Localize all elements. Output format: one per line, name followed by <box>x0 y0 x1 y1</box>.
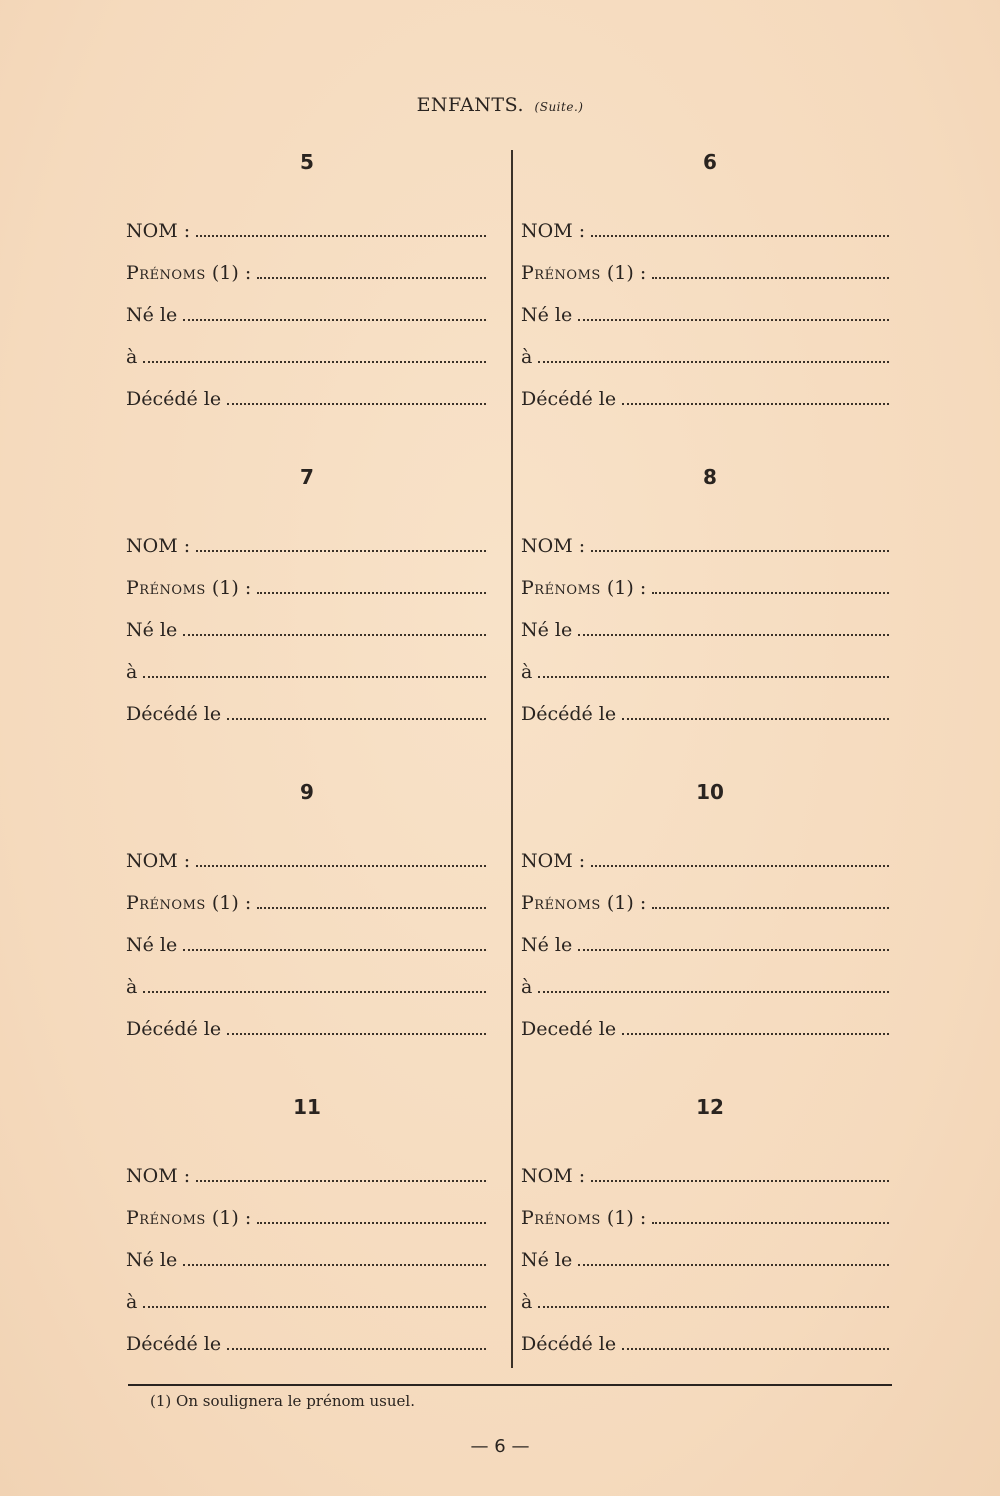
death-date-field[interactable] <box>521 699 889 725</box>
prenoms-field[interactable] <box>126 258 486 284</box>
death-date-line[interactable] <box>227 1348 486 1350</box>
prenoms-field[interactable] <box>126 888 486 914</box>
child-entry <box>122 1091 507 1386</box>
birth-place-field[interactable] <box>521 972 889 998</box>
heading-suite: (Suite.) <box>534 100 584 114</box>
birth-place-field[interactable] <box>126 657 486 683</box>
birth-place-field[interactable] <box>126 1287 486 1313</box>
birth-place-line[interactable] <box>143 1306 486 1308</box>
child-entry <box>507 1091 892 1386</box>
birth-place-line[interactable] <box>538 1306 889 1308</box>
birth-date-field[interactable] <box>126 1245 486 1271</box>
nom-line[interactable] <box>591 865 889 867</box>
death-date-label: Décédé le <box>126 703 222 725</box>
prenoms-line[interactable] <box>257 1222 486 1224</box>
birth-date-field[interactable] <box>126 930 486 956</box>
birth-date-label: Né le <box>521 304 573 326</box>
bottom-rule <box>128 1384 892 1386</box>
nom-field[interactable] <box>521 1161 889 1187</box>
children-grid <box>122 146 892 1386</box>
birth-place-label: à <box>521 1291 533 1313</box>
birth-date-label: Né le <box>126 619 178 641</box>
nom-label: NOM : <box>126 1165 191 1187</box>
nom-line[interactable] <box>591 235 889 237</box>
death-date-label: Décédé le <box>521 703 617 725</box>
death-date-line[interactable] <box>227 1033 486 1035</box>
death-date-label: Décédé le <box>126 1333 222 1355</box>
prenoms-label: Prénoms (1) : <box>521 892 647 914</box>
birth-date-line[interactable] <box>183 319 486 321</box>
page-heading <box>0 94 1000 116</box>
birth-place-line[interactable] <box>143 991 486 993</box>
birth-place-field[interactable] <box>521 1287 889 1313</box>
nom-field[interactable] <box>521 531 889 557</box>
death-date-label: Décédé le <box>126 1018 222 1040</box>
birth-place-line[interactable] <box>538 676 889 678</box>
nom-label: NOM : <box>521 220 586 242</box>
nom-line[interactable] <box>196 1180 486 1182</box>
nom-field[interactable] <box>521 216 889 242</box>
entry-number: 9 <box>300 780 314 804</box>
death-date-line[interactable] <box>227 403 486 405</box>
birth-date-line[interactable] <box>183 1264 486 1266</box>
birth-place-label: à <box>126 976 138 998</box>
prenoms-field[interactable] <box>521 258 889 284</box>
nom-label: NOM : <box>521 1165 586 1187</box>
nom-line[interactable] <box>591 550 889 552</box>
nom-label: NOM : <box>126 220 191 242</box>
prenoms-line[interactable] <box>652 277 889 279</box>
birth-date-field[interactable] <box>521 930 889 956</box>
child-entry <box>507 146 892 461</box>
birth-date-label: Né le <box>521 1249 573 1271</box>
birth-place-line[interactable] <box>538 991 889 993</box>
prenoms-label: Prénoms (1) : <box>521 1207 647 1229</box>
prenoms-line[interactable] <box>652 907 889 909</box>
birth-place-field[interactable] <box>126 972 486 998</box>
prenoms-label: Prénoms (1) : <box>521 577 647 599</box>
nom-field[interactable] <box>126 531 486 557</box>
death-date-field[interactable] <box>126 1014 486 1040</box>
nom-field[interactable] <box>126 846 486 872</box>
death-date-line[interactable] <box>622 718 889 720</box>
death-date-field[interactable] <box>126 384 486 410</box>
birth-date-label: Né le <box>521 619 573 641</box>
birth-date-field[interactable] <box>126 615 486 641</box>
death-date-line[interactable] <box>622 403 889 405</box>
death-date-line[interactable] <box>622 1348 889 1350</box>
birth-date-line[interactable] <box>578 1264 889 1266</box>
birth-place-field[interactable] <box>521 657 889 683</box>
birth-place-label: à <box>126 661 138 683</box>
birth-date-label: Né le <box>126 304 178 326</box>
death-date-field[interactable] <box>126 699 486 725</box>
nom-label: NOM : <box>521 535 586 557</box>
birth-date-label: Né le <box>126 1249 178 1271</box>
entry-number: 6 <box>703 150 717 174</box>
prenoms-label: Prénoms (1) : <box>126 1207 252 1229</box>
entry-number: 10 <box>696 780 724 804</box>
birth-date-line[interactable] <box>578 319 889 321</box>
birth-place-field[interactable] <box>521 342 889 368</box>
death-date-field[interactable] <box>521 1329 889 1355</box>
birth-date-field[interactable] <box>521 300 889 326</box>
birth-place-label: à <box>521 661 533 683</box>
prenoms-line[interactable] <box>257 907 486 909</box>
birth-date-label: Né le <box>521 934 573 956</box>
death-date-field[interactable] <box>521 1014 889 1040</box>
entry-number: 11 <box>293 1095 321 1119</box>
birth-date-line[interactable] <box>183 949 486 951</box>
birth-date-line[interactable] <box>578 634 889 636</box>
prenoms-line[interactable] <box>257 277 486 279</box>
death-date-line[interactable] <box>227 718 486 720</box>
prenoms-line[interactable] <box>652 592 889 594</box>
page-number: — 6 — <box>470 1436 530 1457</box>
prenoms-line[interactable] <box>652 1222 889 1224</box>
birth-date-field[interactable] <box>126 300 486 326</box>
prenoms-line[interactable] <box>257 592 486 594</box>
nom-line[interactable] <box>196 865 486 867</box>
prenoms-label: Prénoms (1) : <box>521 262 647 284</box>
child-entry <box>122 776 507 1091</box>
prenoms-field[interactable] <box>126 573 486 599</box>
child-entry <box>507 776 892 1091</box>
footnote: (1) On soulignera le prénom usuel. <box>150 1392 415 1410</box>
birth-date-label: Né le <box>126 934 178 956</box>
child-entry <box>122 146 507 461</box>
death-date-label: Decedé le <box>521 1018 617 1040</box>
birth-place-label: à <box>126 346 138 368</box>
nom-label: NOM : <box>521 850 586 872</box>
child-entry <box>122 461 507 776</box>
prenoms-field[interactable] <box>521 1203 889 1229</box>
birth-place-line[interactable] <box>143 676 486 678</box>
birth-place-line[interactable] <box>143 361 486 363</box>
prenoms-label: Prénoms (1) : <box>126 892 252 914</box>
nom-label: NOM : <box>126 535 191 557</box>
entry-number: 5 <box>300 150 314 174</box>
heading-title: ENFANTS. <box>416 94 524 116</box>
birth-date-field[interactable] <box>521 615 889 641</box>
prenoms-field[interactable] <box>126 1203 486 1229</box>
birth-date-field[interactable] <box>521 1245 889 1271</box>
nom-line[interactable] <box>591 1180 889 1182</box>
entry-number: 7 <box>300 465 314 489</box>
death-date-label: Décédé le <box>521 388 617 410</box>
death-date-field[interactable] <box>126 1329 486 1355</box>
birth-place-field[interactable] <box>126 342 486 368</box>
entry-number: 12 <box>696 1095 724 1119</box>
nom-field[interactable] <box>521 846 889 872</box>
birth-place-label: à <box>521 976 533 998</box>
prenoms-label: Prénoms (1) : <box>126 262 252 284</box>
death-date-line[interactable] <box>622 1033 889 1035</box>
birth-date-line[interactable] <box>578 949 889 951</box>
nom-line[interactable] <box>196 550 486 552</box>
nom-line[interactable] <box>196 235 486 237</box>
death-date-label: Décédé le <box>126 388 222 410</box>
death-date-label: Décédé le <box>521 1333 617 1355</box>
birth-place-label: à <box>126 1291 138 1313</box>
nom-field[interactable] <box>126 1161 486 1187</box>
nom-label: NOM : <box>126 850 191 872</box>
prenoms-field[interactable] <box>521 573 889 599</box>
birth-place-line[interactable] <box>538 361 889 363</box>
death-date-field[interactable] <box>521 384 889 410</box>
entry-number: 8 <box>703 465 717 489</box>
nom-field[interactable] <box>126 216 486 242</box>
birth-place-label: à <box>521 346 533 368</box>
child-entry <box>507 461 892 776</box>
prenoms-label: Prénoms (1) : <box>126 577 252 599</box>
prenoms-field[interactable] <box>521 888 889 914</box>
birth-date-line[interactable] <box>183 634 486 636</box>
